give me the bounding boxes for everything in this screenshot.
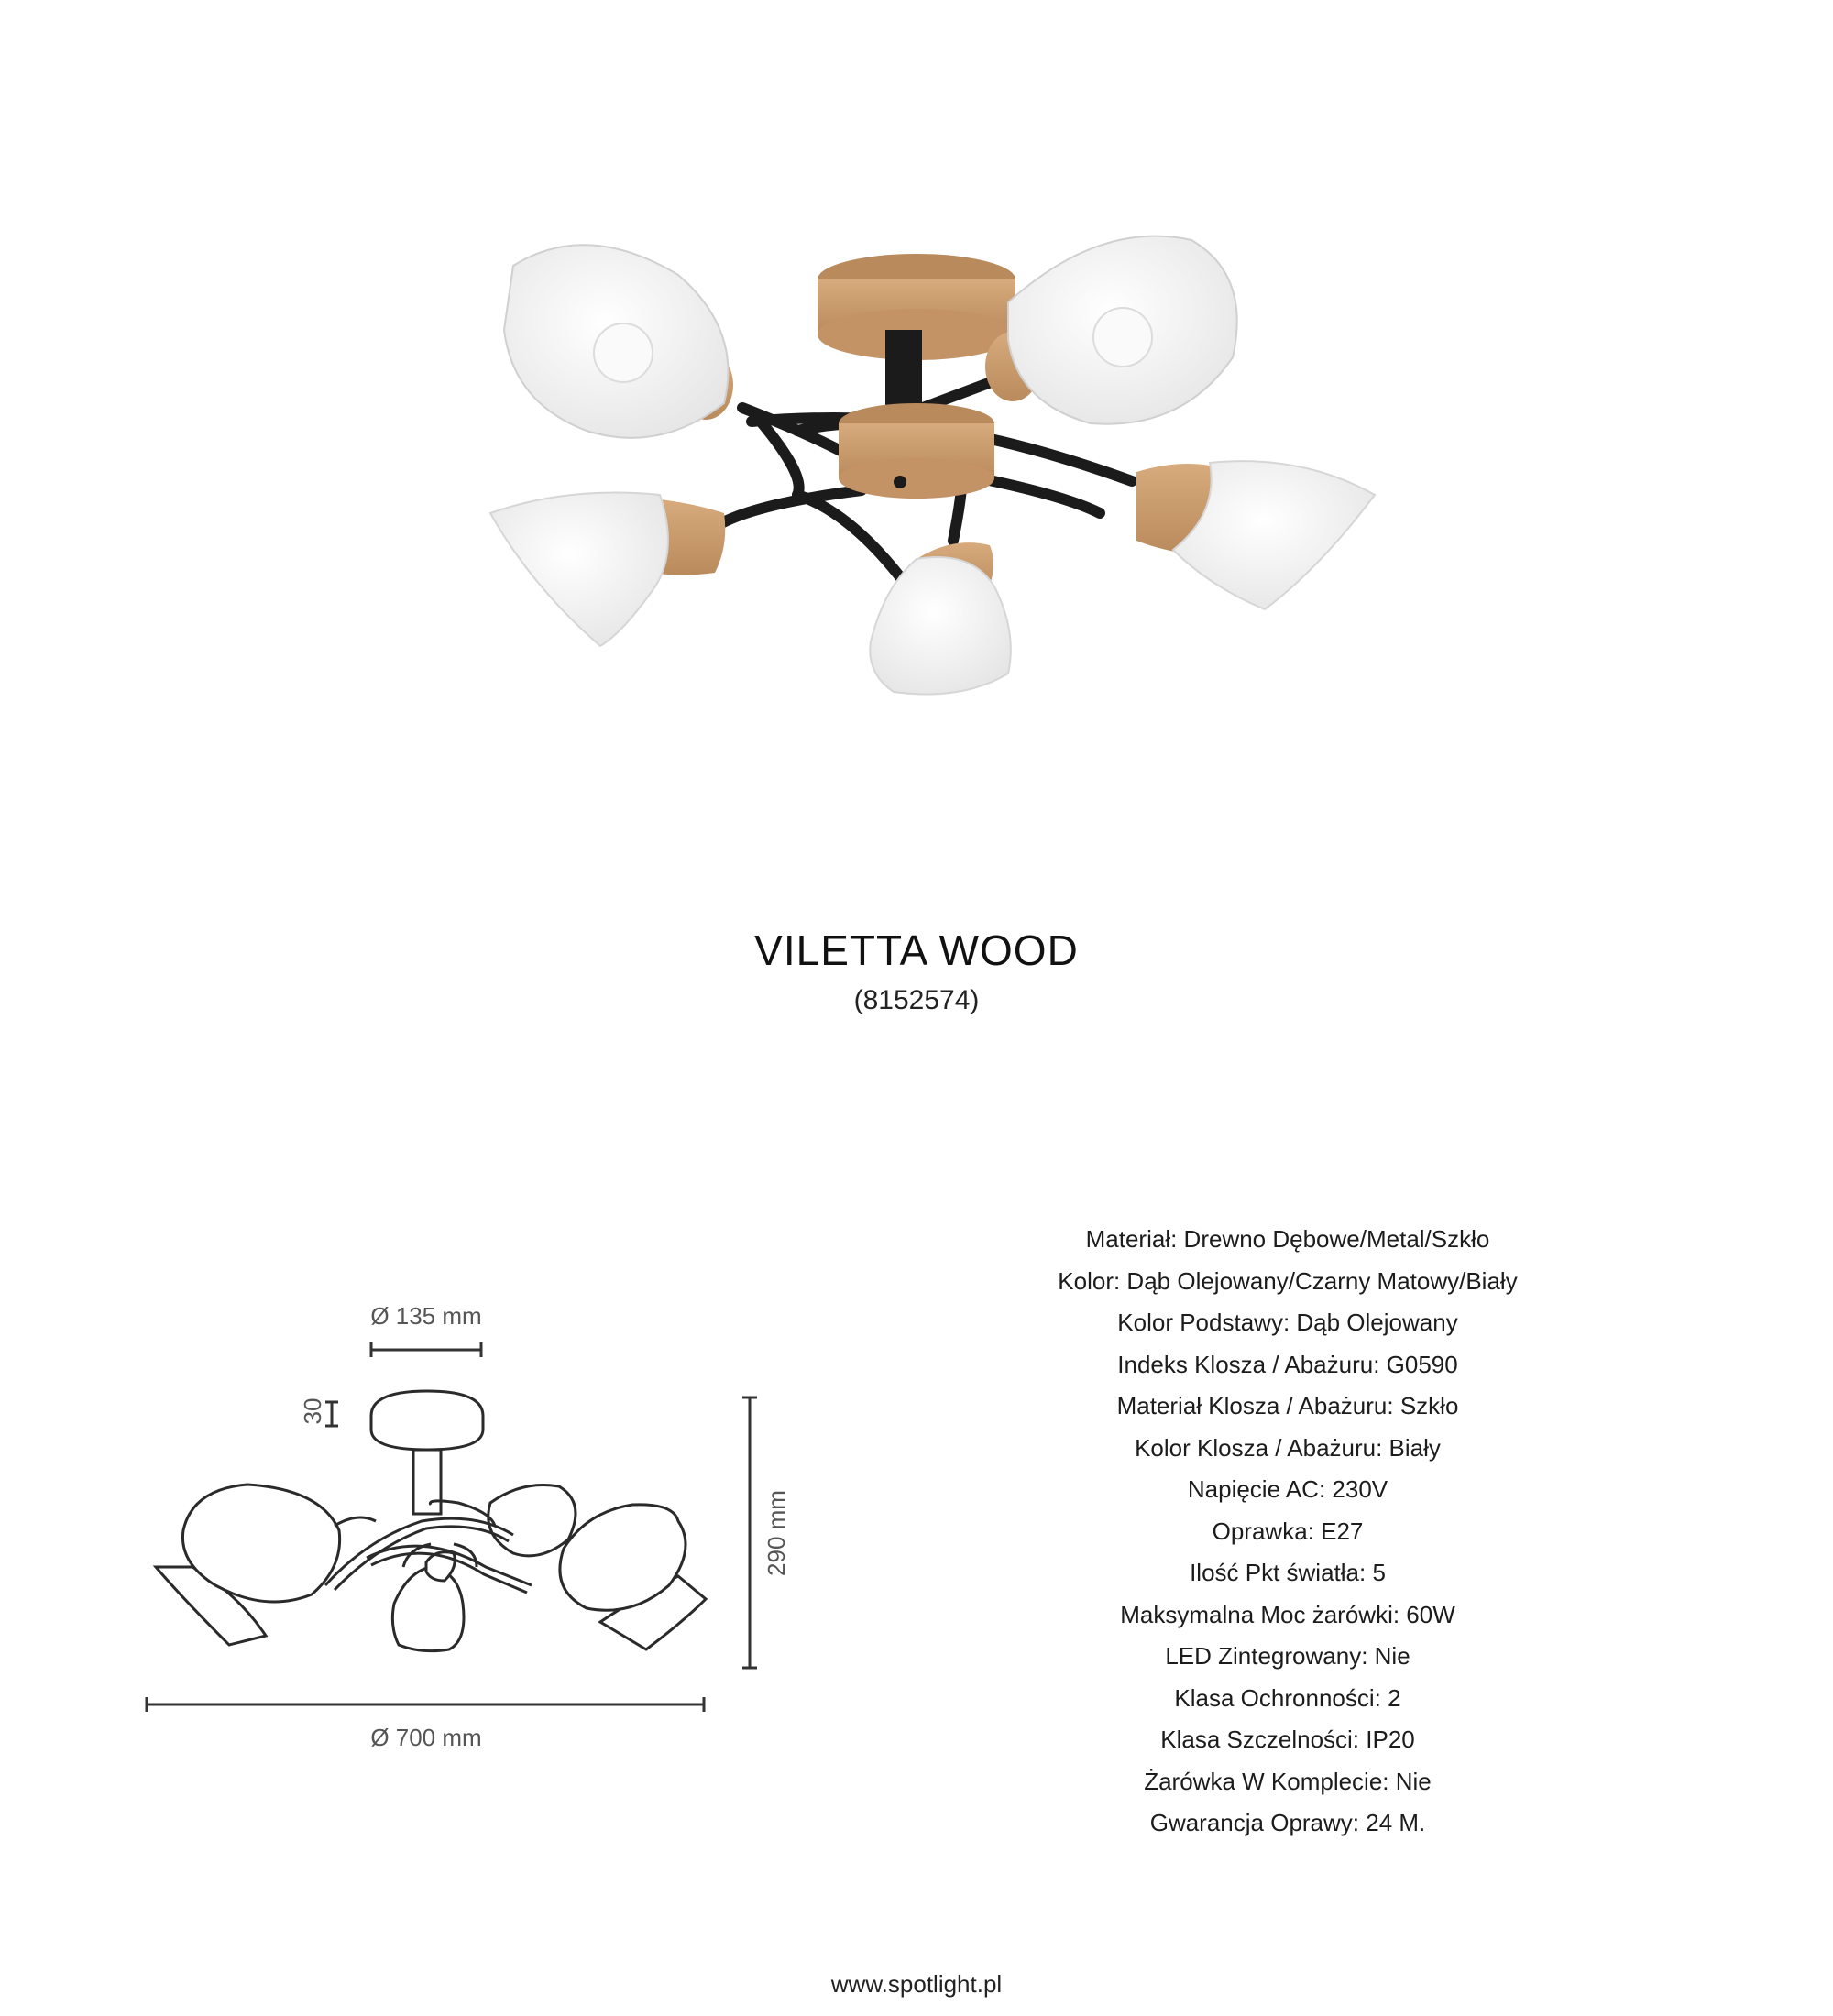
spec-item: Ilość Pkt światła: 5 xyxy=(1190,1559,1386,1586)
technical-drawing xyxy=(128,1292,790,1751)
shade-top-right xyxy=(985,236,1237,424)
spec-item: Kolor Podstawy: Dąb Olejowany xyxy=(1117,1309,1458,1336)
spec-item: Oprawka: E27 xyxy=(1212,1517,1364,1545)
spec-item: Materiał: Drewno Dębowe/Metal/Szkło xyxy=(1085,1225,1490,1253)
product-title: VILETTA WOOD xyxy=(754,926,1079,974)
shade-left xyxy=(490,493,725,647)
stem xyxy=(885,330,922,412)
spec-item: Indeks Klosza / Abażuru: G0590 xyxy=(1117,1350,1458,1378)
footer-website: www.spotlight.pl xyxy=(830,1970,1003,1998)
spec-item: Klasa Szczelności: IP20 xyxy=(1160,1726,1415,1753)
canopy-height-label: 30 xyxy=(299,1397,326,1425)
spec-item: Żarówka W Komplecie: Nie xyxy=(1144,1767,1432,1795)
shade-right xyxy=(1136,461,1375,609)
spec-item: Napięcie AC: 230V xyxy=(1187,1475,1388,1503)
height-dimension-line xyxy=(742,1397,757,1668)
diameter-dimension-line xyxy=(147,1697,704,1712)
product-photo xyxy=(0,0,1833,825)
shade-top-left xyxy=(504,245,733,438)
canopy-dimension-line xyxy=(371,1342,481,1357)
spec-item: Kolor: Dąb Olejowany/Czarny Matowy/Biały xyxy=(1058,1266,1518,1295)
canopy-height-line xyxy=(325,1402,338,1426)
canopy-diameter-label: Ø 135 mm xyxy=(370,1302,482,1330)
spec-list xyxy=(976,1219,1599,1845)
spec-item: Materiał Klosza / Abażuru: Szkło xyxy=(1116,1392,1459,1419)
spec-item: Klasa Ochronności: 2 xyxy=(1174,1683,1401,1712)
spec-item: LED Zintegrowany: Nie xyxy=(1165,1642,1410,1670)
hub xyxy=(839,403,994,499)
spec-item: Maksymalna Moc żarówki: 60W xyxy=(1120,1600,1455,1628)
spec-item: Gwarancja Oprawy: 24 M. xyxy=(1149,1809,1426,1836)
total-height-label: 290 mm xyxy=(763,1490,790,1576)
spec-item: Kolor Klosza / Abażuru: Biały xyxy=(1135,1433,1441,1462)
product-code: (8152574) xyxy=(853,985,980,1015)
total-diameter-label: Ø 700 mm xyxy=(370,1724,482,1751)
